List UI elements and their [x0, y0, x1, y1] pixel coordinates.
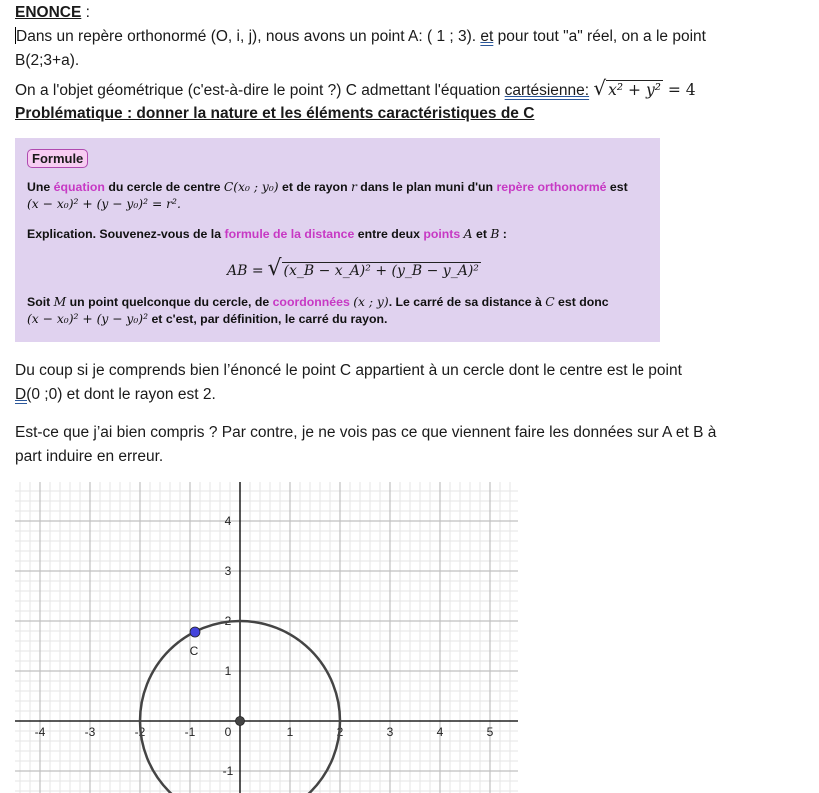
y-tick-label: 4 — [224, 514, 232, 528]
x-tick-label: 4 — [436, 725, 444, 739]
text: Explication. Souvenez-vous de la — [27, 227, 225, 241]
sqrt-icon: √ — [267, 256, 282, 281]
math: (x_B − x_A)² + (y_B − y_A)² — [283, 263, 479, 279]
x-tick-label: 0 — [224, 725, 232, 739]
problematique: Problématique : donner la nature et les éléments caractéristiques de C — [15, 105, 535, 122]
link-points[interactable]: points — [423, 227, 461, 241]
link-formule-distance[interactable]: formule de la distance — [224, 227, 355, 241]
x-tick-label: -1 — [184, 725, 196, 739]
text: un point quelconque du cercle, de — [66, 295, 273, 309]
comment-line: Est-ce que j’ai bien compris ? Par contre, je ne vois pas ce que viennent faire les données sur A et B à — [15, 424, 717, 441]
x-tick-label: -2 — [134, 725, 146, 739]
math: (x − x₀)² + (y − y₀)² = r². — [27, 197, 181, 211]
y-tick-label: 3 — [224, 564, 232, 578]
point-origin — [236, 717, 245, 726]
equation-radicand: x² + y² — [608, 81, 661, 99]
grid-major — [15, 482, 518, 793]
math: M — [53, 295, 67, 309]
enonce-line-2: B(2;3+a). — [15, 52, 80, 69]
x-tick-label: 3 — [386, 725, 394, 739]
comment-line: Du coup si je comprends bien l’énoncé le point C appartient à un cercle dont le centre est le point — [15, 362, 682, 379]
text: et c'est, par définition, le carré du rayon. — [148, 312, 388, 326]
text: Une — [27, 180, 54, 194]
link-equation[interactable]: équation — [53, 180, 105, 194]
y-tick-label: 2 — [224, 614, 232, 628]
math: (x − x₀)² + (y − y₀)² — [27, 312, 149, 326]
text: est — [606, 180, 628, 194]
link-repere-orthonorme[interactable]: repère orthonormé — [496, 180, 607, 194]
text: et de rayon — [278, 180, 351, 194]
math: C — [545, 295, 555, 309]
math: r — [351, 180, 357, 194]
text: dans le plan muni d'un — [356, 180, 497, 194]
enonce-title: ENONCE — [15, 4, 82, 21]
math: C(x₀ ; y₀) — [223, 180, 279, 194]
x-tick-label: 2 — [336, 725, 344, 739]
grammar-flag[interactable]: D( — [15, 386, 32, 403]
text: : — [499, 227, 507, 241]
y-tick-label: -1 — [222, 764, 234, 778]
equation-rhs: = 4 — [667, 81, 696, 99]
math: B — [490, 227, 500, 241]
y-tick-label: 1 — [224, 664, 232, 678]
grammar-flag[interactable]: et — [480, 28, 494, 45]
link-coordonnees[interactable]: coordonnées — [272, 295, 350, 309]
sqrt-icon: √ — [593, 76, 607, 100]
x-tick-label: 1 — [286, 725, 294, 739]
text: et — [472, 227, 491, 241]
math: A — [463, 227, 473, 241]
enonce-text: Dans un repère orthonormé (O, i, j), nous avons un point A: ( 1 ; 3). — [16, 28, 481, 45]
text: Soit — [27, 295, 54, 309]
x-tick-label: -4 — [34, 725, 46, 739]
point-c — [190, 627, 200, 637]
x-tick-label: -3 — [84, 725, 96, 739]
enonce-text: pour tout "a" réel, on a le point — [493, 28, 706, 45]
text: est donc — [554, 295, 609, 309]
text: entre deux — [354, 227, 424, 241]
formula-badge: Formule — [27, 149, 88, 168]
text: du cercle de centre — [104, 180, 224, 194]
comment-line: part induire en erreur. — [15, 448, 164, 465]
math: (x ; y) — [353, 295, 389, 309]
text: 0 ;0) et dont le rayon est 2. — [31, 386, 216, 403]
tick-labels — [35, 514, 494, 778]
math: AB = — [227, 263, 264, 279]
x-tick-label: 5 — [486, 725, 494, 739]
enonce-text: On a l'objet géométrique (c'est-à-dire le point ?) C admettant l'équation — [15, 82, 505, 99]
enonce-title-suffix: : — [81, 4, 90, 21]
point-c-label: C — [189, 644, 199, 658]
grammar-flag[interactable]: cartésienne: — [504, 82, 590, 99]
text: . Le carré de sa distance à — [388, 295, 546, 309]
